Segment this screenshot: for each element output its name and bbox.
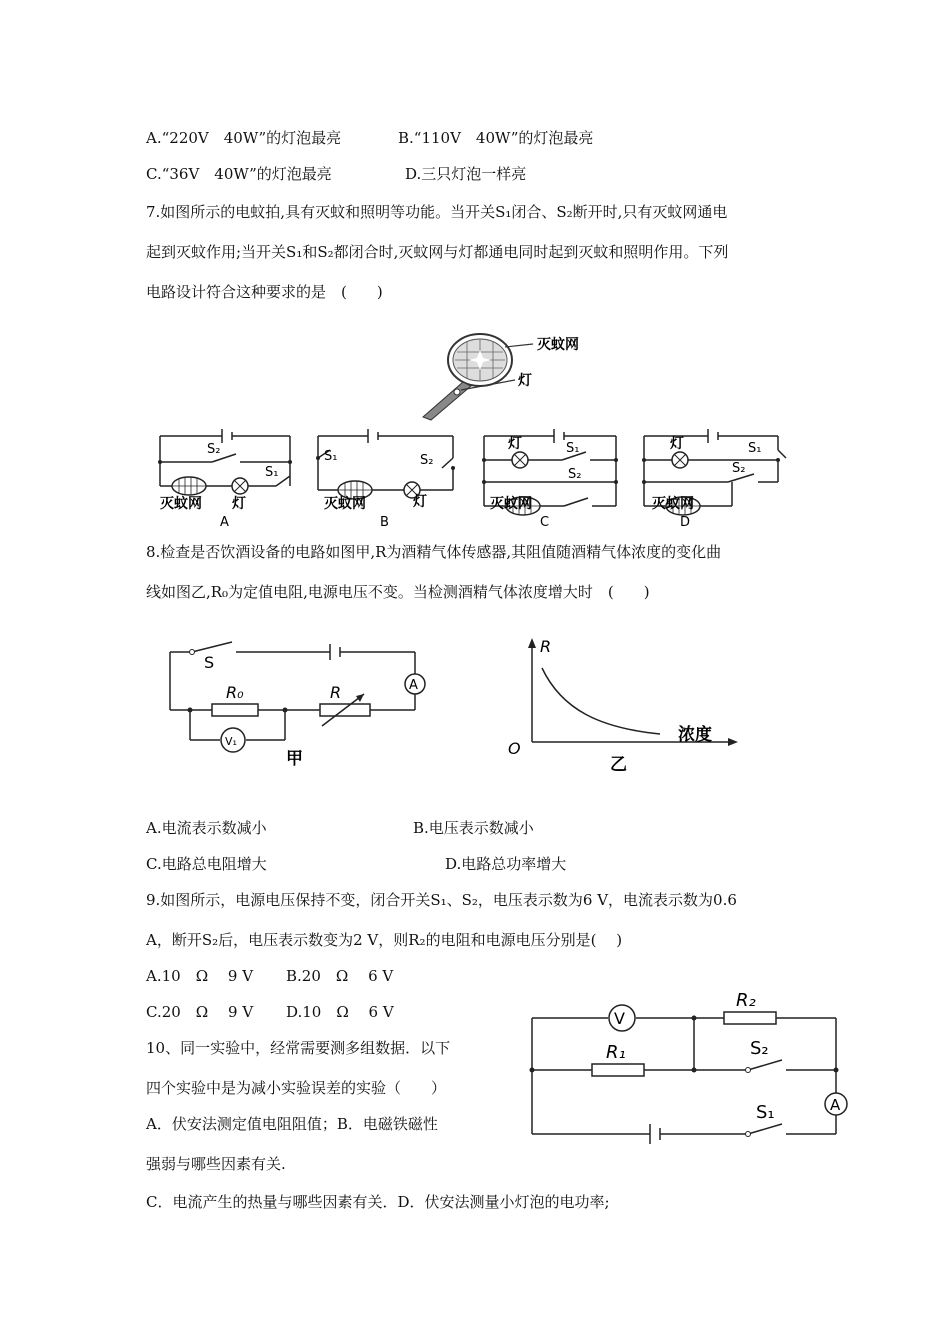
fig-jia-switch-label: S: [204, 653, 215, 672]
circuit-a-s2-label: S₂: [207, 442, 221, 457]
sensor-curve-figure: [500, 630, 750, 780]
circuit-b-s2-label: S₂: [420, 453, 434, 468]
mosquito-racket-figure: [405, 322, 635, 422]
q9-circuit-figure: [520, 988, 870, 1148]
q8-stem-line1: 8.检查是否饮酒设备的电路如图甲,R为酒精气体传感器,其阻值随酒精气体浓度的变化曲: [146, 543, 722, 561]
fig-jia-r-label: R: [330, 683, 342, 702]
circuit-d-lamp-label: 灯: [670, 436, 684, 452]
q9-stem-line1: 9.如图所示，电源电压保持不变，闭合开关S₁、S₂，电压表示数为6 V，电流表示数为0.6: [146, 891, 737, 909]
circuit-c-s2-label: S₂: [568, 467, 582, 482]
breathalyzer-circuit-figure: [160, 632, 450, 772]
q10-option-b-cont: 强弱与哪些因素有关.: [146, 1155, 286, 1173]
q7-stem-line2: 起到灭蚊作用;当开关S₁和S₂都闭合时,灭蚊网与灯都通电同时起到灭蚊和照明作用。下列: [146, 243, 729, 261]
circuit-a-net-label: 灭蚊网: [160, 496, 202, 512]
fig-jia-r0-label: R₀: [226, 683, 244, 702]
q10-stem-line1: 10、同一实验中，经常需要测多组数据．以下: [146, 1039, 451, 1057]
q9-option-b: B.20 Ω 6 V: [286, 967, 394, 985]
q7-stem-line3: 电路设计符合这种要求的是 ( ): [146, 283, 383, 301]
q9-ammeter-label: A: [830, 1096, 841, 1114]
circuit-d-s1-label: S₁: [748, 441, 762, 456]
circuit-c-lamp-label: 灯: [508, 436, 522, 452]
circuit-c-s1-label: S₁: [566, 441, 580, 456]
circuit-b-lamp-label: 灯: [413, 494, 427, 510]
q9-stem-line2: A，断开S₂后，电压表示数变为2 V，则R₂的电阻和电源电压分别是( ): [146, 931, 623, 949]
fig-jia-voltmeter-label: V₁: [225, 735, 237, 748]
circuit-d-letter: D: [680, 515, 691, 528]
circuit-d-s2-label: S₂: [732, 461, 746, 476]
circuit-d-net-label: 灭蚊网: [652, 496, 694, 512]
fig-yi-origin-label: O: [508, 739, 521, 758]
q9-s2-label: S₂: [750, 1038, 769, 1059]
q6-option-a: A.“220V 40W”的灯泡最亮: [146, 129, 342, 147]
q6-option-b: B.“110V 40W”的灯泡最亮: [398, 129, 594, 147]
circuit-option-d: [636, 428, 796, 528]
racket-lamp-label: 灯: [518, 373, 532, 389]
circuit-option-b: [308, 428, 468, 528]
q9-r2-label: R₂: [736, 990, 756, 1011]
q9-option-a: A.10 Ω 9 V: [146, 967, 254, 985]
fig-yi-x-axis-label: 浓度: [678, 725, 712, 745]
q8-option-a: A.电流表示数减小: [146, 819, 267, 837]
q10-stem-line2: 四个实验中是为减小实验误差的实验（ ）: [146, 1079, 447, 1097]
q9-option-c: C.20 Ω 9 V: [146, 1003, 254, 1021]
circuit-option-a: [152, 428, 302, 528]
q6-option-d: D.三只灯泡一样亮: [405, 165, 527, 183]
q10-option-a-b: A．伏安法测定值电阻阻值；B．电磁铁磁性: [146, 1115, 438, 1133]
circuit-option-c: [476, 428, 626, 528]
q8-stem-line2: 线如图乙,R₀为定值电阻,电源电压不变。当检测酒精气体浓度增大时 ( ): [146, 583, 650, 601]
circuit-a-letter: A: [220, 515, 229, 528]
q7-stem-line1: 7.如图所示的电蚊拍,具有灭蚊和照明等功能。当开关S₁闭合、S₂断开时,只有灭蚊网通电: [146, 203, 728, 221]
circuit-b-s1-label: S₁: [324, 449, 338, 464]
q9-option-d: D.10 Ω 6 V: [286, 1003, 394, 1021]
q8-option-c: C.电路总电阻增大: [146, 855, 267, 873]
fig-jia-caption: 甲: [286, 749, 303, 769]
fig-yi-y-axis-label: R: [540, 637, 552, 656]
racket-net-label: 灭蚊网: [537, 337, 579, 353]
circuit-b-net-label: 灭蚊网: [324, 496, 366, 512]
q6-option-c: C.“36V 40W”的灯泡最亮: [146, 165, 332, 183]
circuit-a-lamp-label: 灯: [232, 496, 246, 512]
q9-r1-label: R₁: [606, 1042, 626, 1063]
fig-jia-ammeter-label: A: [409, 678, 418, 693]
q9-s1-label: S₁: [756, 1102, 775, 1123]
q9-voltmeter-label: V: [614, 1009, 625, 1028]
q8-option-b: B.电压表示数减小: [413, 819, 534, 837]
fig-yi-caption: 乙: [610, 755, 627, 775]
circuit-b-letter: B: [380, 515, 389, 528]
q10-option-c-d: C．电流产生的热量与哪些因素有关．D．伏安法测量小灯泡的电功率;: [146, 1193, 610, 1211]
circuit-a-s1-label: S₁: [265, 465, 279, 480]
circuit-c-net-label: 灭蚊网: [490, 496, 532, 512]
q8-option-d: D.电路总功率增大: [445, 855, 567, 873]
circuit-c-letter: C: [540, 515, 550, 528]
